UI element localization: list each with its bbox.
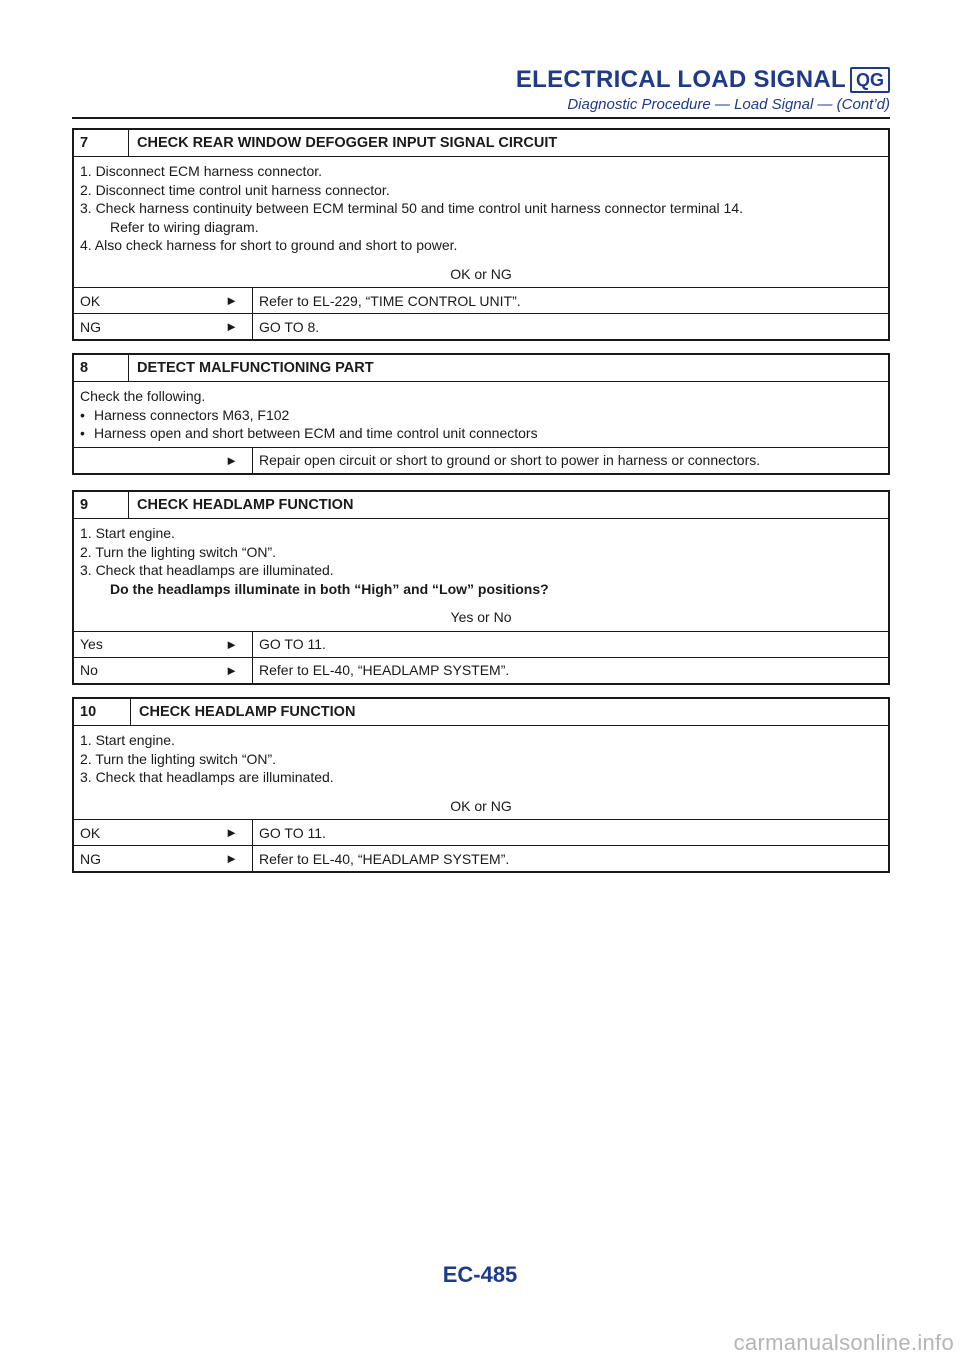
engine-code-badge: QG xyxy=(850,67,890,93)
step-header xyxy=(74,699,888,726)
result-action: Repair open circuit or short to ground or short to power in harness or connectors. xyxy=(252,448,760,473)
instruction-line: 2. Disconnect time control unit harness connector. xyxy=(80,181,390,198)
result-row xyxy=(74,820,888,845)
step-title: CHECK HEADLAMP FUNCTION xyxy=(128,492,353,518)
step-instructions xyxy=(74,382,888,448)
result-action: GO TO 11. xyxy=(252,632,326,657)
step-instructions xyxy=(74,519,888,632)
result-action: GO TO 8. xyxy=(252,314,319,339)
step-header xyxy=(74,355,888,382)
bullet-icon: • xyxy=(80,406,85,423)
step-7-box xyxy=(72,128,890,341)
page-number: EC-485 xyxy=(442,1262,518,1287)
result-action: Refer to EL-40, “HEADLAMP SYSTEM”. xyxy=(252,846,509,871)
result-label: No xyxy=(80,662,98,678)
instruction-line: 3. Check harness continuity between ECM terminal 50 and time control unit harness connector terminal 14. xyxy=(80,200,744,216)
bullet-item xyxy=(80,406,882,425)
result-action: GO TO 11. xyxy=(252,820,326,845)
result-action: Refer to EL-229, “TIME CONTROL UNIT”. xyxy=(252,288,521,313)
arrow-right-icon: ► xyxy=(225,636,238,652)
decision-question: OK or NG xyxy=(450,265,512,282)
step-title: CHECK REAR WINDOW DEFOGGER INPUT SIGNAL CIRCUIT xyxy=(128,130,557,156)
instruction-line: 3. Check that headlamps are illuminated. xyxy=(80,562,334,578)
step-9-box xyxy=(72,490,890,685)
header-rule xyxy=(72,117,890,119)
instruction-line: 1. Disconnect ECM harness connector. xyxy=(80,163,323,179)
arrow-right-icon: ► xyxy=(225,293,238,308)
result-row xyxy=(74,313,888,339)
instruction-line: Check the following. xyxy=(80,388,206,404)
step-number: 9 xyxy=(80,497,89,513)
decision-question: Yes or No xyxy=(450,609,512,625)
step-number: 7 xyxy=(80,135,89,151)
instruction-line: 1. Start engine. xyxy=(80,525,175,541)
decision-question: OK or NG xyxy=(450,797,512,814)
arrow-right-icon: ► xyxy=(225,452,238,468)
step-instructions xyxy=(74,726,888,820)
arrow-right-icon: ► xyxy=(225,851,238,866)
instruction-line: 4. Also check harness for short to ground and short to power. xyxy=(80,237,458,253)
step-title: DETECT MALFUNCTIONING PART xyxy=(128,355,374,381)
arrow-right-icon: ► xyxy=(225,319,238,334)
instruction-line: 2. Turn the lighting switch “ON”. xyxy=(80,543,277,560)
result-label: Yes xyxy=(80,636,103,652)
step-number: 8 xyxy=(80,360,89,376)
page-subtitle: Diagnostic Procedure — Load Signal — (Cont’d) xyxy=(567,96,890,113)
result-row xyxy=(74,845,888,871)
bullet-text: Harness open and short between ECM and time control unit connectors xyxy=(94,425,538,441)
step-header xyxy=(74,492,888,519)
result-label: NG xyxy=(80,850,101,867)
instruction-line: 1. Start engine. xyxy=(80,732,175,748)
page-title: ELECTRICAL LOAD SIGNAL xyxy=(515,66,846,93)
arrow-right-icon: ► xyxy=(225,662,238,678)
bullet-text: Harness connectors M63, F102 xyxy=(94,406,290,423)
instruction-question: Do the headlamps illuminate in both “High” and “Low” positions? xyxy=(110,580,549,597)
page-header xyxy=(72,66,890,113)
step-8-box xyxy=(72,353,890,475)
result-action: Refer to EL-40, “HEADLAMP SYSTEM”. xyxy=(252,658,509,683)
instruction-line: Refer to wiring diagram. xyxy=(110,218,259,235)
instruction-line: 2. Turn the lighting switch “ON”. xyxy=(80,750,277,767)
bullet-item xyxy=(80,424,882,443)
result-label: OK xyxy=(80,292,101,309)
result-row xyxy=(74,657,888,683)
result-row xyxy=(74,288,888,313)
watermark: carmanualsonline.info xyxy=(733,1330,954,1355)
step-title: CHECK HEADLAMP FUNCTION xyxy=(130,699,355,725)
result-row xyxy=(74,632,888,657)
step-number: 10 xyxy=(80,704,97,720)
arrow-right-icon: ► xyxy=(225,825,238,840)
step-header xyxy=(74,130,888,157)
step-10-box xyxy=(72,697,890,873)
result-label: OK xyxy=(80,824,101,841)
result-label: NG xyxy=(80,318,101,335)
step-instructions xyxy=(74,157,888,288)
instruction-line: 3. Check that headlamps are illuminated. xyxy=(80,769,334,785)
result-row xyxy=(74,448,888,473)
bullet-icon: • xyxy=(80,425,85,441)
